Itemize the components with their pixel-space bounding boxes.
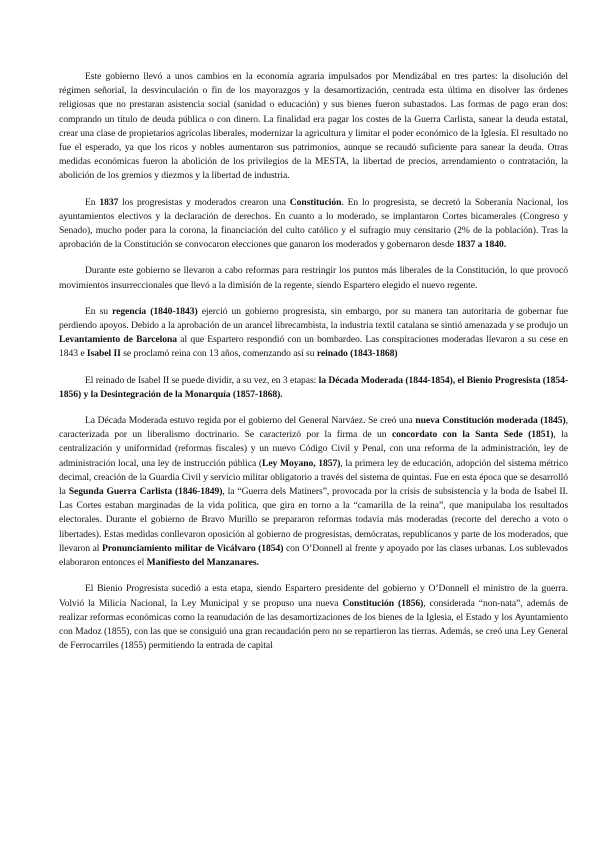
text-run: Durante este gobierno se llevaron a cabo reformas para restringir los puntos más liberales de la Constitución, lo que provocó movimientos insurreccionales que llevó a la dimisión de la regente, siendo Espartero elegido el nuevo regente. xyxy=(59,265,568,291)
text-run: al que Espartero respondió con un bombardeo. Las conspiraciones moderadas llevaron a su cese en 1843 e xyxy=(59,334,568,360)
text-run: La Década Moderada estuvo regida por el gobierno del General Narváez. Se creó una xyxy=(85,415,416,427)
bold-text-run: regencia (1840-1843) xyxy=(112,305,198,317)
bold-text-run: Manifiesto del Manzanares. xyxy=(146,557,259,569)
paragraph-regencia-espartero xyxy=(59,305,568,362)
bold-text-run: 1837 xyxy=(99,196,119,208)
bold-text-run: Levantamiento de Barcelona xyxy=(59,334,178,346)
paragraph-etapas-reinado xyxy=(59,374,568,402)
text-run: ejerció un gobierno progresista, sin embargo, por su manera tan autoritaria de gobernar fue perdiendo apoyos. Debido a la aprobación de un arancel librecambista, la industria textil catalana se sintió amenazada y se produjo un xyxy=(59,305,569,332)
text-run: El Bienio Progresista sucedió a esta etapa, siendo Espartero presidente del gobierno y O’Donnell el ministro de la guerra. Volvió la Milicia Nacional, la Ley Municipal y se propuso una nueva xyxy=(59,583,568,609)
text-run: En su xyxy=(85,305,113,317)
bold-text-run: Constitución (1856) xyxy=(342,597,424,609)
bold-text-run: nueva Constitución moderada (1845) xyxy=(415,415,566,427)
text-run: En xyxy=(85,196,100,208)
bold-text-run: Pronunciamiento militar de Vicálvaro (1854) xyxy=(101,542,284,554)
paragraph-dimision-regente xyxy=(59,264,568,292)
bold-text-run: Segunda Guerra Carlista (1846-1849) xyxy=(68,486,223,498)
text-run: , la primera ley de educación, adopción del sistema métrico decimal, creación de la Guardia Civil y servicio militar obligatorio a través del sistema de quintas. Fue en esta época que se desarrolló la xyxy=(59,457,568,498)
text-run: El reinado de Isabel II se puede dividir, a su vez, en 3 etapas: xyxy=(85,374,319,386)
paragraph-constitucion-1837 xyxy=(59,196,568,253)
text-run: se proclamó reina con 13 años, comenzando así su xyxy=(120,348,317,360)
text-run: , considerada “non-nata”, además de realizar reformas económicas como la reanudación de las desamortizaciones de los bienes de la Iglesia, el Estado y los Ayuntamiento con Madoz (1855), con las que se consiguió una gran recaudación pero no se repartieron las tierras. Además, se creó una Ley General de Ferrocarriles (1855) permitiendo la entrada de capital xyxy=(59,597,569,652)
text-run: . En lo progresista, se decretó la Soberanía Nacional, los ayuntamientos electivos y la declaración de derechos. En cuanto a lo moderado, se implantaron Cortes bicamerales (Congreso y Senado), mucho poder para la corona, la financiación del culto católico y el sufragio muy censitario (2% de la población). Tras la aprobación de la Constitución se convocaron elecciones que ganaron los moderados y gobernaron desde xyxy=(59,196,568,251)
bold-text-run: Constitución xyxy=(289,196,342,208)
document-page xyxy=(59,70,568,665)
text-run: , la “Guerra dels Matiners”, provocada por la crisis de subsistencia y la boda de Isabel II. Las Cortes estaban marginadas de la vida política, que gira en torno a la “camarilla de la reina”, que manipulaba los resultados electorales. Durante el gobierno de Bravo Murillo se prepararon reformas todavía más moderadas (recorte del derecho a voto o libertades). Estas medidas conllevaron oposición al gobierno de progresistas, demócratas, republicanos y parte de los moderados, que llevaron al xyxy=(59,486,568,554)
bold-text-run: la Década Moderada (1844-1854), el Bienio Progresista (1854-1856) y la Desintegración de la Monarquía (1857-1868). xyxy=(59,374,568,400)
bold-text-run: reinado (1843-1868) xyxy=(316,348,398,360)
paragraph-decada-moderada xyxy=(59,414,568,570)
paragraph-desamortizacion xyxy=(59,70,568,184)
text-run: , caracterizada por un liberalismo doctrinario. Se caracterizó por la firma de un xyxy=(59,415,568,441)
paragraph-bienio-progresista xyxy=(59,582,568,653)
text-run: los progresistas y moderados crearon una xyxy=(118,196,290,208)
bold-text-run: concordato con la Santa Sede (1851) xyxy=(391,429,554,441)
text-run: , la centralización y uniformidad (reformas fiscales) y un nuevo Código Civil y Penal, con una reforma de la administración, ley de administración local, una ley de instrucción pública ( xyxy=(59,429,568,469)
bold-text-run: Ley Moyano, 1857) xyxy=(262,457,341,469)
text-run: Este gobierno llevó a unos cambios en la economía agraria impulsados por Mendizábal en tres partes: la disolución del régimen señorial, la desvinculación o fin de los mayorazgos y la desamortización, centrada esta última en disolver las órdenes religiosas que no prestaran asistencia social (sanidad o educación) y sus bienes fueron subastados. Las formas de pago eran dos: comprando un título de deuda pública o con dinero. La finalidad era pagar los costes de la Guerra Carlista, sanear la deuda estatal, crear una clase de propietarios agrícolas liberales, modernizar la agricultura y limitar el poder económico de la Iglesia. El resultado no fue el esperado, ya que los ricos y nobles aumentaron sus patrimonios, aunque se recaudó suficiente para sanear la deuda. Otras medidas económicas fueron la abolición de los privilegios de la MESTA, la libertad de precios, arrendamiento o contratación, la abolición de los gremios y diezmos y la libertad de industria. xyxy=(59,71,568,182)
text-run: con O’Donnell al frente y apoyado por las clases urbanas. Los sublevados elaboraron entonces el xyxy=(59,542,568,569)
bold-text-run: 1837 a 1840. xyxy=(456,239,507,251)
bold-text-run: Isabel II xyxy=(86,348,121,360)
